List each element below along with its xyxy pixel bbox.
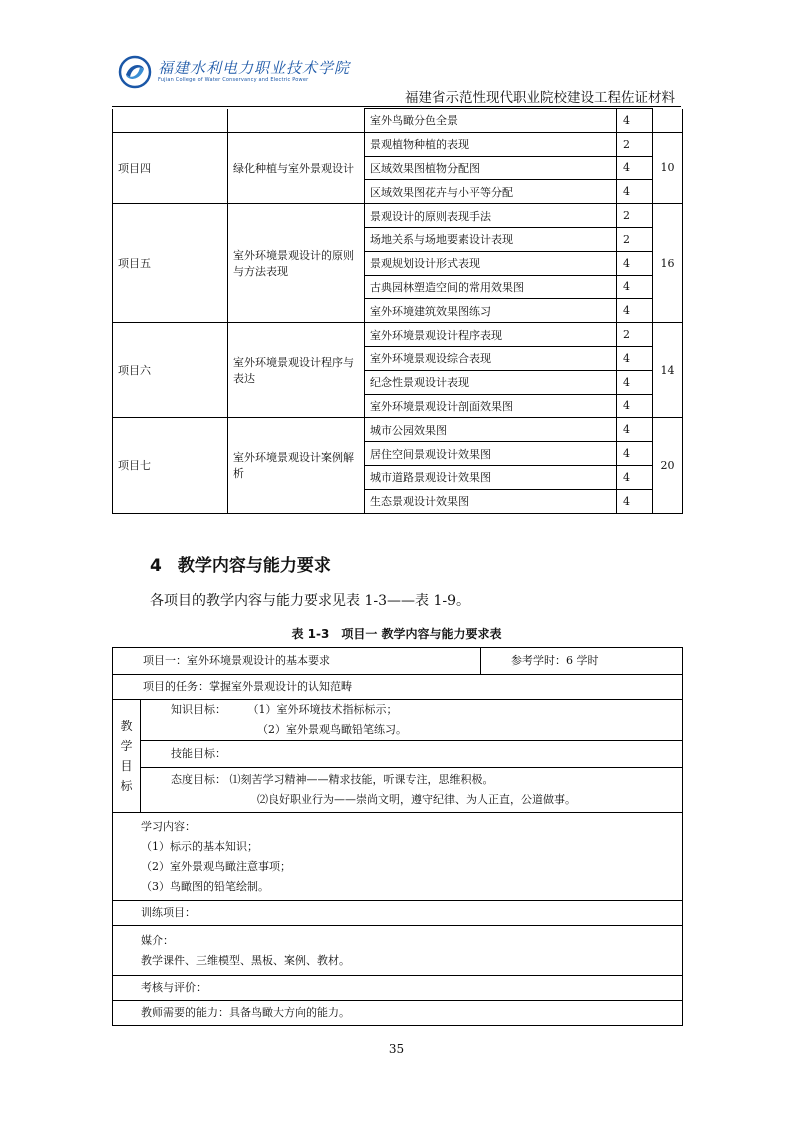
- learning-content-cell: [113, 813, 683, 901]
- topic-cell: 场地关系与场地要素设计表现: [365, 227, 617, 251]
- project-cell: 项目七: [113, 418, 228, 513]
- school-emblem-icon: [118, 55, 152, 89]
- media-cell: [113, 926, 683, 976]
- project-cell: [113, 109, 228, 133]
- table-row: [113, 976, 683, 1001]
- total-cell: 16: [653, 204, 683, 323]
- section-intro: 各项目的教学内容与能力要求见表 1-3——表 1-9。: [150, 593, 470, 609]
- total-cell: 10: [653, 132, 683, 203]
- project-task-cell: 项目的任务：掌握室外景观设计的认知范畴: [113, 675, 683, 700]
- table-row: [113, 418, 683, 442]
- topic-cell: 城市公园效果图: [365, 418, 617, 442]
- content-cell: 室外环境景观设计程序与表达: [228, 323, 365, 418]
- total-cell: 14: [653, 323, 683, 418]
- document-header-title: 福建省示范性现代职业院校建设工程佐证材料: [405, 90, 675, 106]
- table-row: [113, 768, 683, 813]
- requirements-table: [112, 647, 683, 1026]
- topic-cell: 景观植物种植的表现: [365, 132, 617, 156]
- topic-cell: 室外环境景观设计程序表现: [365, 323, 617, 347]
- hours-cell: 4: [617, 156, 653, 180]
- topic-cell: 生态景观设计效果图: [365, 489, 617, 513]
- table-row: [113, 700, 683, 741]
- hours-cell: 4: [617, 370, 653, 394]
- project-cell: 项目四: [113, 132, 228, 203]
- table-row: [113, 901, 683, 926]
- learning-item: （2）室外景观鸟瞰注意事项；: [141, 859, 291, 873]
- topic-cell: 室外鸟瞰分色全景: [365, 109, 617, 133]
- knowledge-goals-label: 知识目标：: [171, 703, 226, 716]
- header-divider: [112, 106, 681, 107]
- media-text: 教学课件、三维模型、黑板、案例、教材。: [141, 953, 350, 967]
- hours-cell: 4: [617, 275, 653, 299]
- learning-item: （1）标示的基本知识；: [141, 839, 258, 853]
- skill-goals-cell: 技能目标：: [141, 741, 683, 768]
- school-name-en: Fujian College of Water Conservancy and Electric Power: [158, 77, 309, 83]
- table-row: [113, 109, 683, 133]
- content-cell: 室外环境景观设计案例解析: [228, 418, 365, 513]
- assessment-cell: 考核与评价：: [113, 976, 683, 1001]
- topic-cell: 景观规划设计形式表现: [365, 251, 617, 275]
- table-row: [113, 323, 683, 347]
- topic-cell: 居住空间景观设计效果图: [365, 442, 617, 466]
- knowledge-goals-cell: [141, 700, 683, 741]
- table-row: [113, 675, 683, 700]
- hours-cell: 4: [617, 489, 653, 513]
- hours-cell: 4: [617, 299, 653, 323]
- teacher-ability-cell: 教师需要的能力：具备鸟瞰大方向的能力。: [113, 1001, 683, 1026]
- hours-cell: 2: [617, 132, 653, 156]
- training-project-cell: 训练项目：: [113, 901, 683, 926]
- attitude-goal-item: ⑵良好职业行为——崇尚文明，遵守纪律、为人正直，公道做事。: [257, 793, 576, 806]
- hours-cell: 4: [617, 346, 653, 370]
- section-number: 4: [150, 556, 162, 576]
- section-heading: [150, 551, 331, 576]
- content-cell: [228, 109, 365, 133]
- table-row: [113, 1001, 683, 1026]
- side-label-char: 教: [120, 719, 133, 733]
- school-name-cn: 福建水利电力职业技术学院: [158, 59, 351, 77]
- school-logo: [118, 55, 350, 89]
- content-cell: 室外环境景观设计的原则与方法表现: [228, 204, 365, 323]
- total-cell: [653, 109, 683, 133]
- attitude-goal-item: ⑴刻苦学习精神——精求技能，听课专注，思维积极。: [229, 773, 494, 786]
- attitude-goals-label: 态度目标：: [171, 773, 226, 786]
- hours-cell: 4: [617, 442, 653, 466]
- topic-cell: 室外环境建筑效果图练习: [365, 299, 617, 323]
- hours-cell: 4: [617, 109, 653, 133]
- content-cell: 绿化种植与室外景观设计: [228, 132, 365, 203]
- topic-cell: 城市道路景观设计效果图: [365, 465, 617, 489]
- side-label-char: 标: [120, 779, 133, 793]
- learning-content-label: 学习内容：: [141, 819, 196, 833]
- knowledge-goal-item: （1）室外环境技术指标标示；: [247, 703, 398, 716]
- topic-cell: 古典园林塑造空间的常用效果图: [365, 275, 617, 299]
- hours-cell: 2: [617, 323, 653, 347]
- table-row: [113, 813, 683, 901]
- course-plan-table: [112, 108, 683, 514]
- topic-cell: 室外环境景观设综合表现: [365, 346, 617, 370]
- table-row: [113, 741, 683, 768]
- topic-cell: 景观设计的原则表现手法: [365, 204, 617, 228]
- total-cell: 20: [653, 418, 683, 513]
- project-cell: 项目六: [113, 323, 228, 418]
- hours-cell: 4: [617, 180, 653, 204]
- project-cell: 项目五: [113, 204, 228, 323]
- hours-cell: 2: [617, 204, 653, 228]
- teaching-goals-label: [113, 700, 141, 813]
- table-row: [113, 648, 683, 675]
- table-row: [113, 132, 683, 156]
- hours-cell: 4: [617, 465, 653, 489]
- learning-item: （3）鸟瞰图的铅笔绘制。: [141, 879, 269, 893]
- hours-cell: 4: [617, 394, 653, 418]
- side-label-char: 目: [120, 759, 133, 773]
- attitude-goals-cell: [141, 768, 683, 813]
- topic-cell: 室外环境景观设计剖面效果图: [365, 394, 617, 418]
- knowledge-goal-item: （2）室外景观鸟瞰铅笔练习。: [257, 723, 407, 736]
- media-label: 媒介：: [141, 933, 174, 947]
- side-label-char: 学: [120, 739, 133, 753]
- table-row: [113, 204, 683, 228]
- hours-cell: 4: [617, 251, 653, 275]
- page-number: 35: [388, 1042, 405, 1056]
- table-caption: 表 1-3 项目一 教学内容与能力要求表: [291, 627, 502, 641]
- project-title-cell: 项目一：室外环境景观设计的基本要求: [113, 648, 481, 675]
- table-row: [113, 926, 683, 976]
- topic-cell: 纪念性景观设计表现: [365, 370, 617, 394]
- hours-cell: 4: [617, 418, 653, 442]
- hours-cell: 2: [617, 227, 653, 251]
- reference-hours-cell: 参考学时：6 学时: [481, 648, 683, 675]
- topic-cell: 区域效果图植物分配图: [365, 156, 617, 180]
- topic-cell: 区域效果图花卉与小平等分配: [365, 180, 617, 204]
- section-title: 教学内容与能力要求: [177, 556, 331, 576]
